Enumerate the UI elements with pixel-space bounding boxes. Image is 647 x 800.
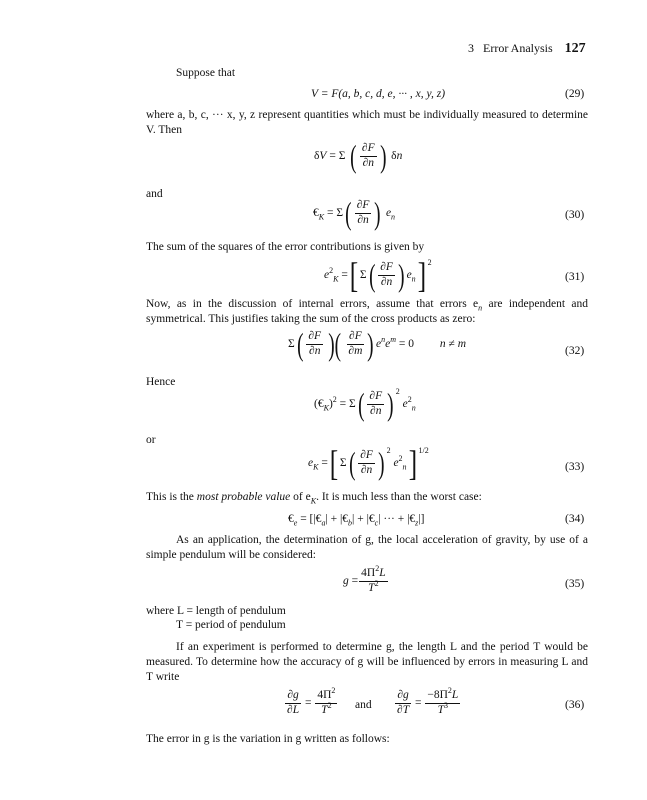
equation-34: $€_e$ = [$|€_a|$ + $|€_b|$ + $|€_c|$ ··· + $|€_z|$] <box>288 513 425 528</box>
chapter-number: 3 <box>468 41 474 55</box>
chapter-title: Error Analysis <box>483 41 553 55</box>
text-or: or <box>146 434 156 446</box>
page-number: 127 <box>564 41 586 56</box>
equation-31: $e^2_K$ = [ Σ ( $\frac{\partial F}{\partial n}$ ) $e_n$ ] $^2$ <box>324 255 432 295</box>
paragraph-experiment: If an experiment is performed to determine g, the length L and the period T would be measured. To determine how the accuracy of g will be influenced by errors in measuring L and T write <box>146 641 588 683</box>
equation-number-29: (29) <box>565 88 585 100</box>
paragraph-suppose: Suppose that <box>176 67 236 79</box>
equation-29: V = F(a, b, c, d, e, ··· , x, y, z) <box>311 88 446 100</box>
equation-number-32: (32) <box>565 345 585 357</box>
equation-number-33: (33) <box>565 461 585 473</box>
text-hence: Hence <box>146 376 176 388</box>
equation-35: g = $\frac{4\Pi^2L}{T^2}$ <box>343 564 386 594</box>
equation-number-36: (36) <box>565 699 585 711</box>
where-length: where L = length of pendulum <box>146 605 286 617</box>
paragraph-sum-squares: The sum of the squares of the error contributions is given by <box>146 241 425 253</box>
paragraph-where: where a, b, c, ··· x, y, z represent quantities which must be individually measured to determine V. Then <box>146 109 588 136</box>
equation-hence: $(€_K)^2 = \Sigma$ ( $\frac{\partial F}{\partial n}$ ) $^2$ $e^2_n$ <box>314 386 416 422</box>
paragraph-error-in-g: The error in g is the variation in g written as follows: <box>146 733 390 745</box>
equation-delta-v: δV = Σ ( $\frac{\partial F}{\partial n}$ ) δn <box>314 138 403 174</box>
equation-30: $€_K = \Sigma$ ( $\frac{\partial F}{\partial n}$ ) $e_n$ <box>313 195 396 231</box>
paragraph-most-probable: This is the most probable value of $e_K$. It is much less than the worst case: <box>146 491 482 506</box>
text-and-36: and <box>355 699 372 711</box>
equation-number-35: (35) <box>565 578 585 590</box>
equation-number-34: (34) <box>565 513 585 525</box>
paragraph-internal-errors: Now, as in the discussion of internal errors, assume that errors $e_n$ are independent and symmetrical. This justifies taking the sum of the cross products as zero: <box>146 298 588 325</box>
running-header <box>468 40 586 58</box>
equation-number-30: (30) <box>565 209 585 221</box>
equation-36-left: $\frac{\partial g}{\partial L}$ = $\frac{4\Pi^2}{T^2}$ <box>287 686 336 716</box>
equation-32: Σ ( $\frac{\partial F}{\partial n}$ )( $\frac{\partial F}{\partial m}$ ) $e^ne^m = 0$ n ≠ m <box>288 326 467 362</box>
equation-36-right: $\frac{\partial g}{\partial T}$ = $\frac{-8\Pi^2L}{T^3}$ <box>397 686 459 716</box>
where-period: T = period of pendulum <box>176 619 286 631</box>
equation-number-31: (31) <box>565 271 585 283</box>
equation-33: $e_K$ = [ Σ ( $\frac{\partial F}{\partial n}$ ) $^2$ $e^2_n$ ] $^{1/2}$ <box>308 443 429 483</box>
text-and: and <box>146 188 163 200</box>
paragraph-application: As an application, the determination of g, the local acceleration of gravity, by use of a simple pendulum will be considered: <box>146 534 588 561</box>
